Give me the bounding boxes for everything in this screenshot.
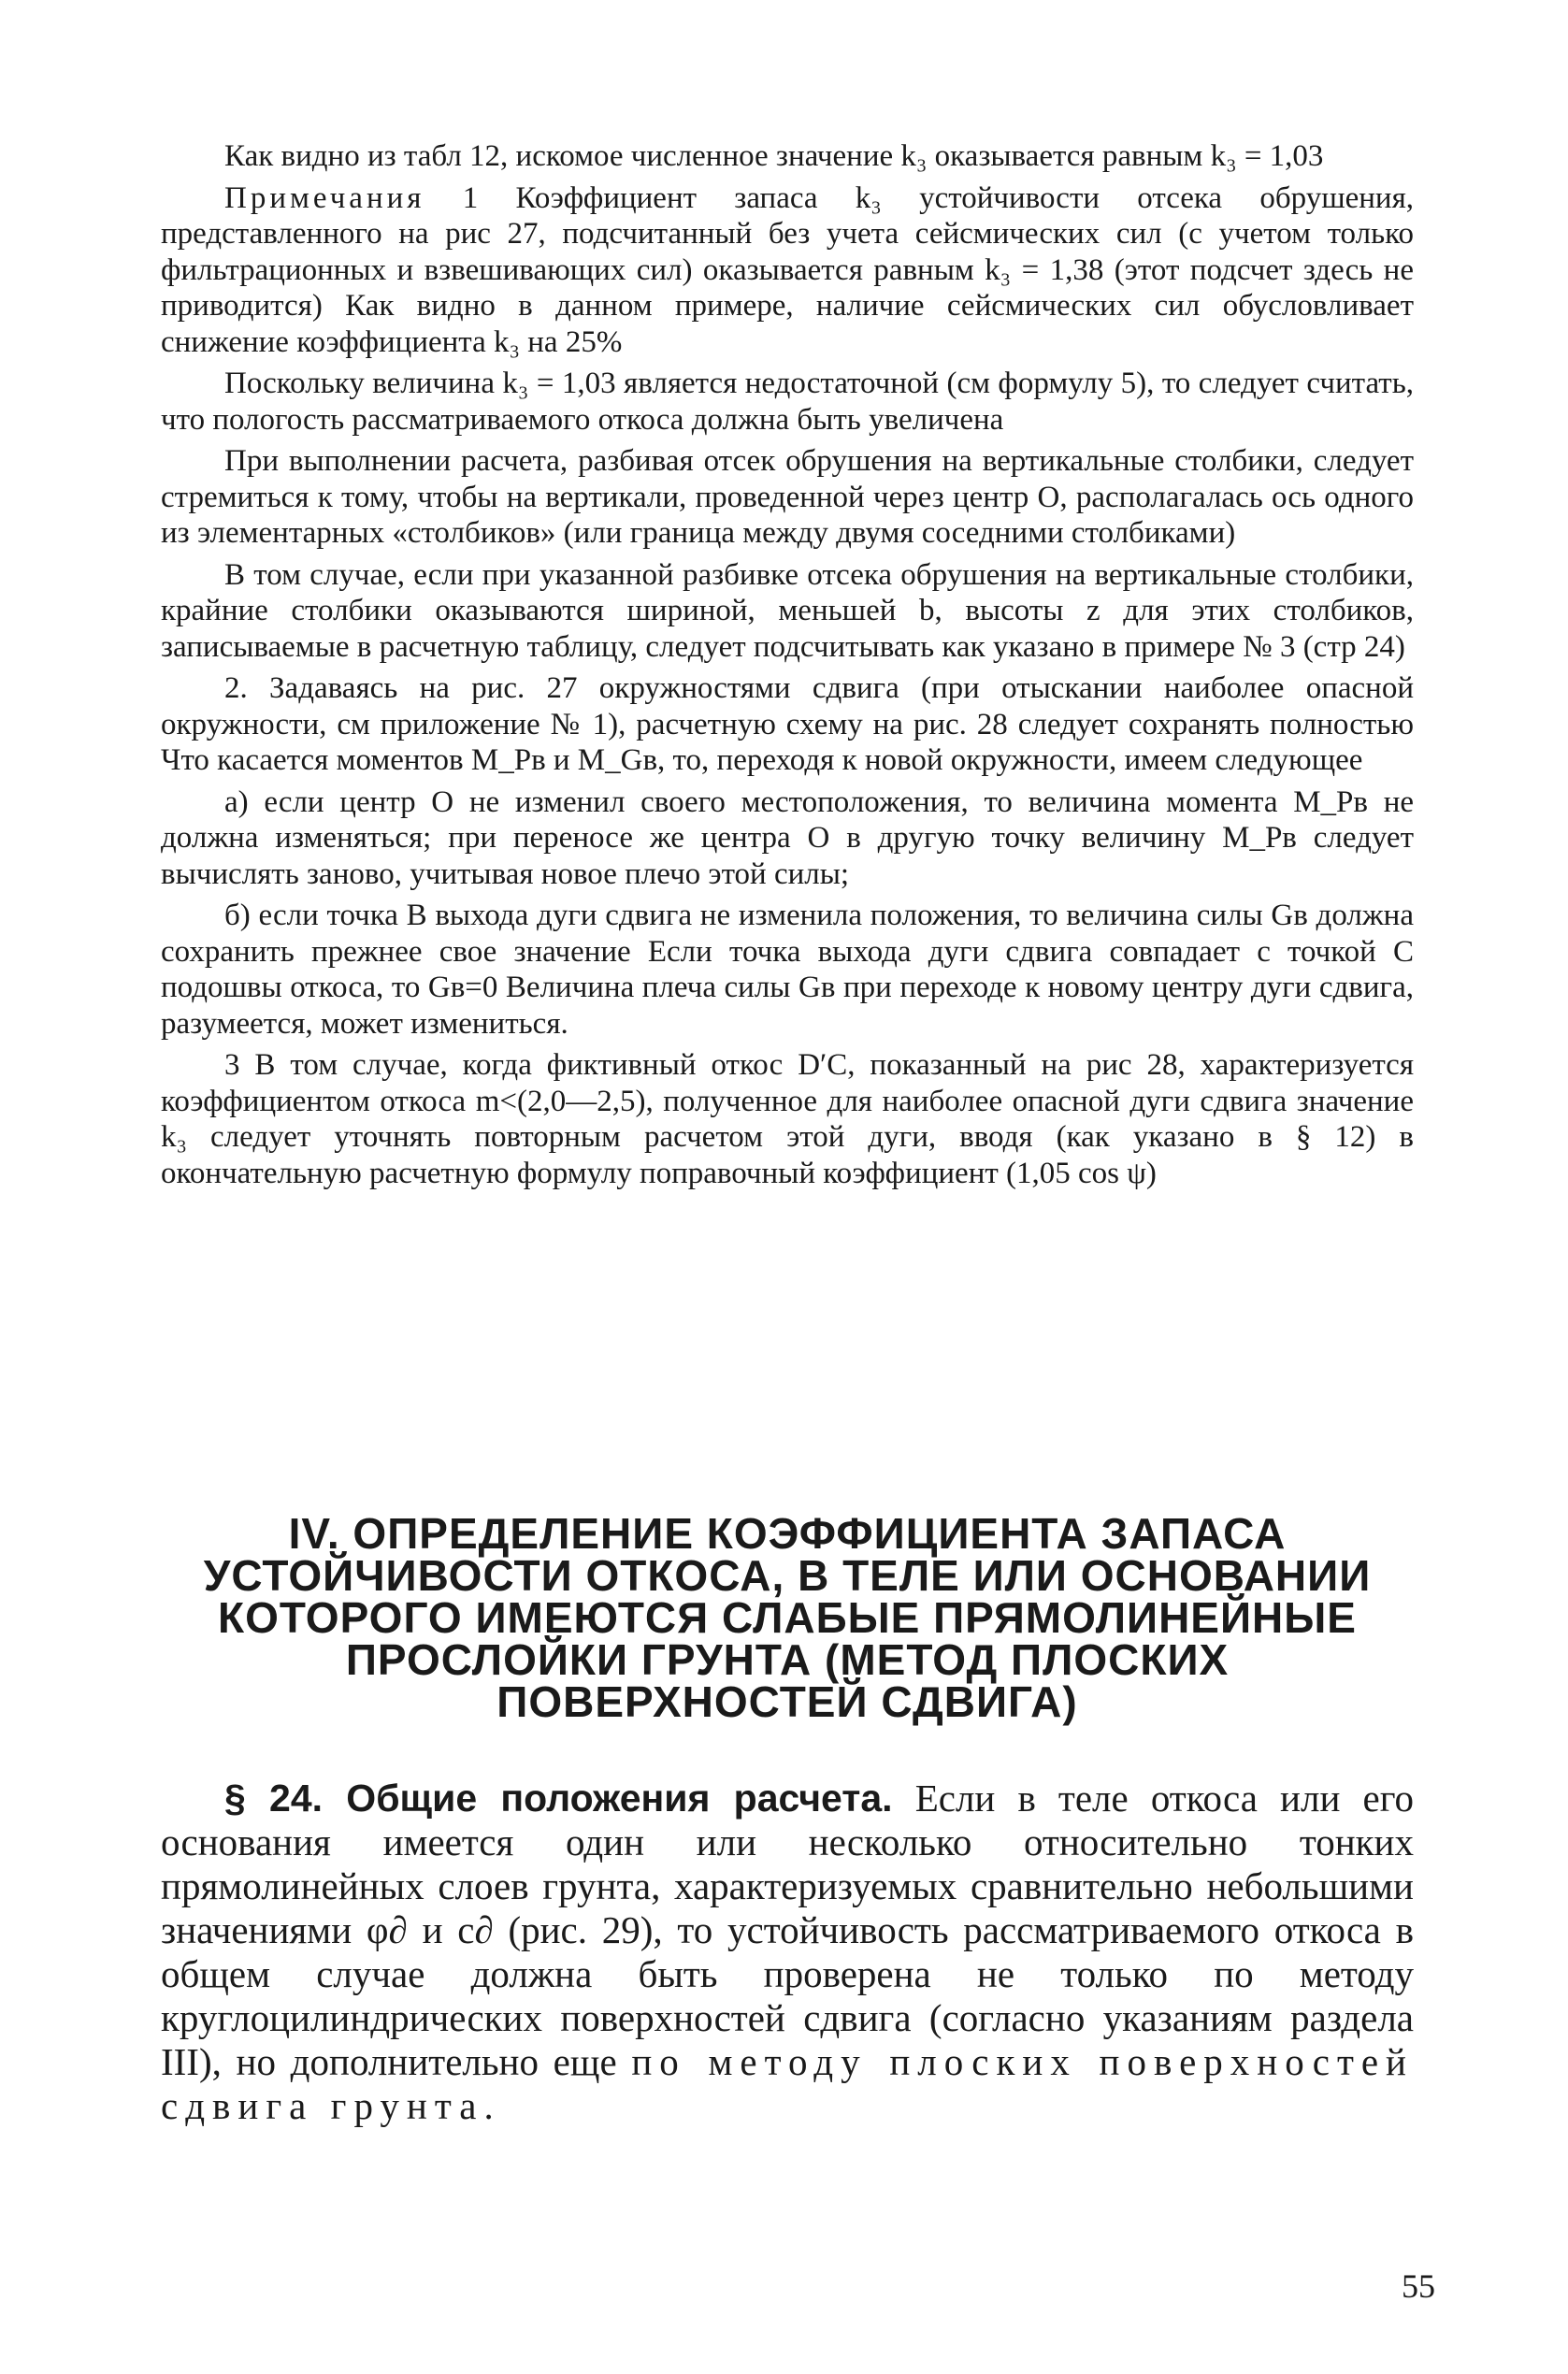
chapter-heading — [161, 1509, 1414, 1726]
paragraph-6: 2. Задаваясь на рис. 27 окружностями сдвига (при отыскании наиболее опасной окружности, см приложение № 1), расчетную схему на рис. 28 следует сохранять полностью Что касается моментов M_Pв и M_Gв, то, переходя к новой окружности, имеем следующее — [161, 671, 1414, 777]
paragraph-7: а) если центр O не изменил своего местоположения, то величина момента M_Pв не должна изменяться; при переносе же центра O в другую точку величину M_Pв следует вычислять заново, учитывая новое плечо этой силы; — [161, 784, 1414, 891]
heading-line-5: ПОВЕРХНОСТЕЙ СДВИГА) — [496, 1677, 1078, 1726]
body-text — [161, 138, 1414, 1197]
heading-line-4: ПРОСЛОЙКИ ГРУНТА (МЕТОД ПЛОСКИХ — [345, 1635, 1230, 1684]
note-text: 1 Коэффициент запаса k₃ устойчивости отсека обрушения, представленного на рис 27, подсчитанный без учета сейсмических сил (с учетом только фильтрационных и взвешивающих сил) оказывается равным k₃ = 1,38 (этот подсчет здесь не приводится) Как видно в данном примере, наличие сейсмических сил обусловливает снижение коэффициента k₃ на 25% — [161, 180, 1415, 359]
paragraph-5: В том случае, если при указанной разбивке отсека обрушения на вертикальные столбики, крайние столбики оказываются шириной, меньшей b, высоты z для этих столбиков, записываемые в расчетную таблицу, следует подсчитывать как указано в примере № 3 (стр 24) — [161, 557, 1414, 664]
section-24 — [161, 1777, 1414, 2128]
paragraph-8: б) если точка B выхода дуги сдвига не изменила положения, то величина силы Gв должна сохранить прежнее свое значение Если точка выхода дуги сдвига совпадает с точкой C подошвы откоса, то Gв=0 Величина плеча силы Gв при переходе к новому центру дуги сдвига, разумеется, может измениться. — [161, 899, 1414, 1041]
heading-line-2: УСТОЙЧИВОСТИ ОТКОСА, В ТЕЛЕ ИЛИ ОСНОВАНИИ — [203, 1551, 1372, 1600]
paragraph-1: Как видно из табл 12, искомое численное значение k₃ оказывается равным k₃ = 1,03 — [224, 139, 1324, 173]
paragraph-3: Поскольку величина k₃ = 1,03 является недостаточной (см формулу 5), то следует считать, что пологость рассматриваемого откоса должна быть увеличена — [161, 367, 1414, 437]
paragraph-4: При выполнении расчета, разбивая отсек обрушения на вертикальные столбики, следует стремиться к тому, чтобы на вертикали, проведенной через центр O, располагалась ось одного из элементарных «столбиков» (или граница между двумя соседними столбиками) — [161, 444, 1414, 550]
paragraph-9: 3 В том случае, когда фиктивный откос D′C, показанный на рис 28, характеризуется коэффициентом откоса m<(2,0—2,5), полученное для наиболее опасной дуги сдвига значение k₃ следует уточнять повторным расчетом этой дуги, вводя (как указано в § 12) в окончательную расчетную формулу поправочный коэффициент (1,05 cos ψ) — [161, 1048, 1414, 1190]
heading-line-3: КОТОРОГО ИМЕЮТСЯ СЛАБЫЕ ПРЯМОЛИНЕЙНЫЕ — [218, 1593, 1357, 1642]
page-number: 55 — [1402, 2267, 1435, 2305]
section-paragraph — [161, 1777, 1414, 2128]
note-paragraph — [161, 180, 1414, 361]
section-tail: по методу плоских поверхностей сдвига грунта. — [161, 2040, 1414, 2127]
heading-line-1: IV. ОПРЕДЕЛЕНИЕ КОЭФФИЦИЕНТА ЗАПАСА — [288, 1509, 1287, 1558]
section-title: § 24. Общие положения расчета. — [224, 1777, 893, 1820]
note-label: Примечания — [224, 180, 425, 215]
section-body: Если в теле откоса или его основания имеется один или несколько относительно тонких прямолинейных слоев грунта, характеризуемых сравнительно небольшими значениями φ∂ и c∂ (рис. 29), то устойчивость рассматриваемого откоса в общем случае должна быть проверена не только по методу круглоцилиндрических поверхностей сдвига (согласно указаниям раздела III), но дополнительно еще — [161, 1777, 1415, 2083]
